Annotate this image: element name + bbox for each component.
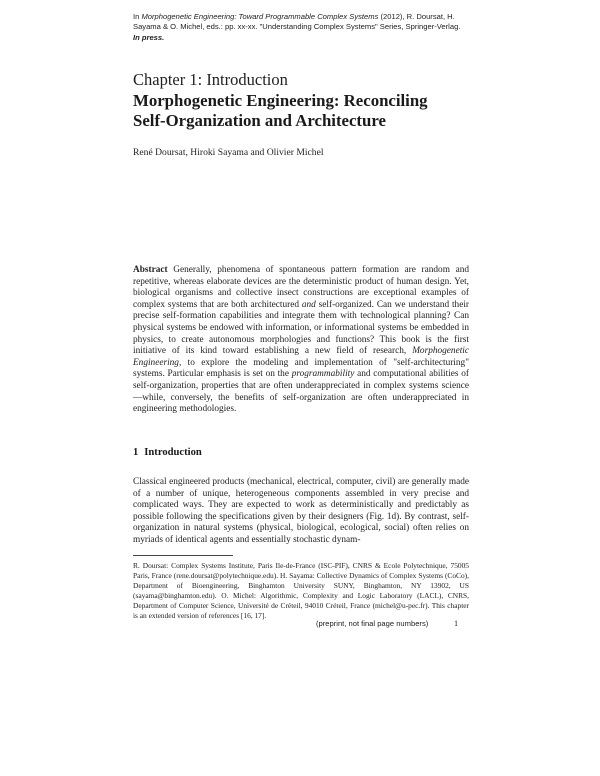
abstract-text-1: Generally, phenomena of spontaneous pattern formation are random and repetitive, whereas elaborate devices are the deterministic product of human design. Yet, biological organisms and collective insect constructions are exceptional examples of complex systems that are both architectured — [133, 265, 469, 310]
section-title: Introduction — [144, 447, 202, 458]
abstract — [133, 265, 469, 416]
header-details: (2012), R. Doursat, H. Sayama & O. Michel, eds.: pp. xx-xx. "Understanding Complex Systems" Series, Springer-Verlag. — [133, 12, 461, 32]
authors: René Doursat, Hiroki Sayama and Olivier Michel — [133, 147, 324, 158]
chapter-title-line-2: Self-Organization and Architecture — [133, 111, 386, 130]
abstract-text-2: self-organized. Can we understand their precise self-formation capabilities and integrate them with technological planning? Can physical systems be endowed with information, or informational systems be embedded in physics, to create autonomous morphologies and functions? This book is the first initiative of its kind toward establishing a new field of research, — [133, 299, 469, 357]
footnote-divider — [133, 555, 233, 556]
section-number: 1 — [133, 447, 139, 458]
header-prefix: In — [133, 12, 142, 21]
abstract-and-word: and — [301, 299, 316, 310]
section-heading — [133, 447, 202, 458]
citation-header — [133, 12, 468, 43]
preprint-note: (preprint, not final page numbers) — [316, 619, 429, 628]
header-book-title: Morphogenetic Engineering: Toward Programmable Complex Systems — [141, 12, 379, 21]
header-status: In press. — [133, 32, 165, 42]
section-body: Classical engineered products (mechanical, electrical, computer, civil) are generally made of a number of unique, heterogeneous components assembled in very precise and complicated ways. They are expected to work as deterministically and predictably as possible following the specifications given by their designers (Fig. 1d). By contrast, self-organization in natural systems (physical, biological, ecological, social) often relies on myriads of identical agents and essentially stochastic dynam- — [133, 477, 469, 545]
chapter-title — [133, 91, 473, 131]
page-number: 1 — [454, 619, 459, 628]
abstract-programmability: programmability — [291, 369, 355, 380]
footnote: R. Doursat: Complex Systems Institute, Paris Ile-de-France (ISC-PIF), CNRS & Ecole Polytechnique, 75005 Paris, France (rene.doursat@polytechnique.edu). H. Sayama: Collective Dynamics of Complex Systems (CoCo), Department of Bioengineering, Binghamton University SUNY, Binghamton, NY 13902, US (sayama@binghamton.edu). O. Michel: Algorithmic, Complexity and Logic Laboratory (LACL), CNRS, Department of Computer Science, Université de Créteil, 94010 Créteil, France (michel@u-pec.fr). This chapter is an extended version of references [16, 17]. — [133, 561, 469, 620]
abstract-text-4: and computational abilities of self-organization, properties that are often underappreciated in complex systems science—while, conversely, the benefits of self-organization are often underappreciated in engineering methodologies. — [133, 369, 469, 415]
abstract-text-3: , to explore the modeling and implementation of "self-architecturing" systems. Particular emphasis is set on the — [133, 357, 469, 380]
chapter-number-title: Chapter 1: Introduction — [133, 70, 288, 89]
abstract-field-name: Morphogenetic Engineering — [133, 346, 469, 368]
abstract-label: Abstract — [133, 265, 168, 275]
chapter-title-line-1: Morphogenetic Engineering: Reconciling — [133, 91, 428, 110]
